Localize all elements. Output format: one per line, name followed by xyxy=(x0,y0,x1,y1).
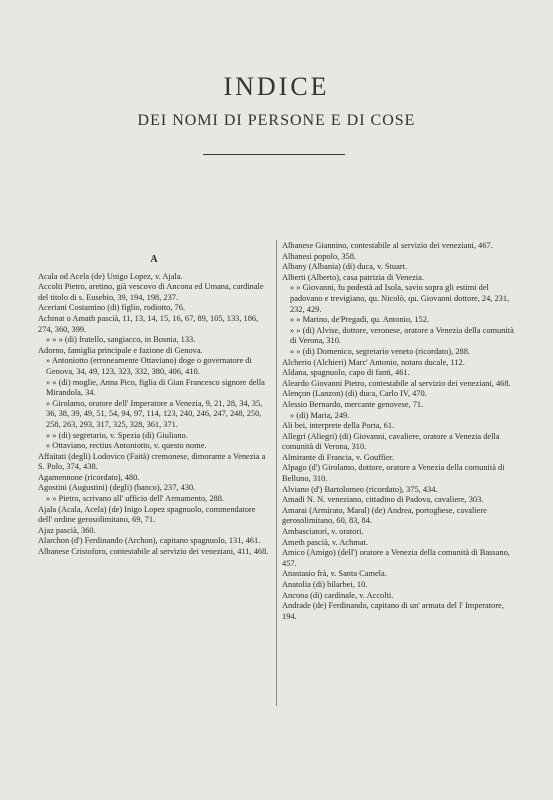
index-entry: Agamennone (ricordato), 480. xyxy=(38,472,140,482)
index-entry: Albany (Albania) (di) duca, v. Stuart. xyxy=(282,262,408,272)
index-entry: Ameth pascià, v. Achmat. xyxy=(282,537,368,547)
left-column xyxy=(38,241,271,558)
index-entry: Almirante di Francia, v. Gouffier. xyxy=(282,452,395,462)
index-entry: Anastasio frà, v. Santa Camela. xyxy=(282,569,387,579)
index-entry: Aceriani Costantino (di) figlio, rodiotto, 76. xyxy=(38,303,186,313)
index-entry: Andrade (de) Ferdinando, capitano di un' armata del l' Imperatore, 194. xyxy=(282,601,504,621)
index-entry: Albanese Giannino, contestabile al servizio dei veneziani, 467. xyxy=(282,241,493,250)
right-column xyxy=(282,241,515,622)
index-title: INDICE xyxy=(223,72,330,101)
index-entry: Alberti (Alberto), casa patrizia di Venezia. xyxy=(282,272,424,282)
index-entry: Adorno, famiglia principale e fazione di Genova. xyxy=(38,345,203,355)
index-entry: Alençon (Lanzon) (di) duca, Carlo IV, 470. xyxy=(282,389,427,399)
index-entry: Agostini (Augustini) (degli) (banco), 237, 430. xyxy=(38,483,196,493)
title-rule xyxy=(203,154,345,155)
index-entry: » » (di) Alvise, dottore, veronese, oratore a Venezia della comunità di Verona, 310. xyxy=(290,325,514,346)
index-entry: Ancona (di) cardinale, v. Accolti. xyxy=(282,590,394,600)
index-entry: » Girolamo, oratore dell' Imperatore a Venezia, 9, 21, 28, 34, 35, 36, 38, 39, 49, 51, 54, 94, 97, 114, 123, 240, 246, 247, 248, 250, 258, 263, 293, 317, 325, 328, 361, 371. xyxy=(46,398,263,429)
index-entry: Alarchon (d') Ferdinando (Archon), capitano spagnuolo, 131, 461. xyxy=(38,536,261,546)
index-entry: Allegri (Aliegri) (di) Giovanni, cavaliere, oratore a Venezia della comunità di Verona, 310. xyxy=(282,431,500,452)
index-entry: Amadi N. N. veneziano, cittadino di Padova, cavaliere, 303. xyxy=(282,495,484,505)
index-entry: Affaitati (degli) Lodovico (Faità) cremonese, dimorante a Venezia a S. Polo, 374, 438. xyxy=(38,451,266,472)
index-entry: Accolti Pietro, aretino, già vescovo di Ancona ed Umana, cardinale del titolo di s. Eusebio, 39, 194, 198, 237. xyxy=(38,282,264,302)
index-entry: Albanesi popolo, 358. xyxy=(282,251,356,261)
index-entry: Alessio Bernardo, mercante genovese, 71. xyxy=(282,399,424,409)
index-entry: » » Pietro, scrivano all' ufficio dell' Armamento, 288. xyxy=(46,494,225,504)
index-entry: » Antoniotto (erroneamente Ottaviano) doge o governatore di Genova, 34, 49, 123, 323, 332, 380, 406, 410. xyxy=(46,356,252,376)
index-subtitle: DEI NOMI DI PERSONE E DI COSE xyxy=(137,112,416,129)
index-entry: » » Giovanni, fu podestà ad Isola, savio sopra gli estimi del padovano e trevigiano, qu. Nicolò, qu. Giovanni dottore, 24, 231, 232, 429. xyxy=(290,283,510,314)
index-entry: Alpago (d') Girolamo, dottore, oratore a Venezia della comunità di Belluno, 310. xyxy=(282,463,505,484)
index-entry: Albanese Cristoforo, contestabile al servizio dei veneziani, 411, 468. xyxy=(38,547,269,557)
right-entry-list xyxy=(282,241,515,622)
index-entry: Ali bei, interprete della Porta, 61. xyxy=(282,421,395,431)
index-entry: Alviano (d') Bartolomeo (ricordato), 375, 434. xyxy=(282,484,438,494)
index-entry: » » (di) moglie, Anna Pico, figlia di Gian Francesco signore della Mirandola, 34. xyxy=(46,377,265,398)
left-entry-list xyxy=(38,272,271,558)
index-entry: » » Marino, de'Pregadi, qu. Antonio, 152. xyxy=(290,315,429,325)
index-entry: Aldana, spagnuolo, capo di fanti, 461. xyxy=(282,368,410,378)
index-entry: » » (di) segretario, v. Spezia (di) Giuliano. xyxy=(46,430,188,440)
index-entry: Aleardo Giovanni Pietro, contestabile al servizio dei veneziani, 468. xyxy=(282,378,511,388)
index-entry: Amico (Amigo) (dell') oratore a Venezia della comunità di Bassano, 457. xyxy=(282,548,510,568)
index-entry: Ambasciatori, v. oratori. xyxy=(282,527,364,537)
section-letter: A xyxy=(150,254,159,265)
index-entry: Acala od Acela (de) Unigo Lopez, v. Ajala. xyxy=(38,271,183,281)
index-entry: Amarai (Armirato, Maral) (de) Andrea, portoghese, cavaliere gerosolimitano, 60, 83, 84. xyxy=(282,505,487,526)
index-entry: Achmat o Amath pascià, 11, 13, 14, 15, 16, 67, 89, 105, 133, 186, 274, 360, 399. xyxy=(38,313,259,334)
index-entry: » » » (di) fratello, sangiacco, in Bosnia, 133. xyxy=(46,335,196,345)
index-entry: Alcherio (Alchieri) Marc' Antonio, notaro ducale, 112. xyxy=(282,357,465,367)
index-entry: Anatolia (di) bilarbei, 10. xyxy=(282,580,368,589)
index-entry: » (di) Maria, 249. xyxy=(290,410,350,420)
column-divider xyxy=(276,240,277,706)
index-entry: Ajala (Acala, Acela) (de) Inigo Lopez spagnuolo, commendatore dell' ordine gerosolimitano, 69, 71. xyxy=(38,504,256,525)
index-entry: » Ottaviano, rectius Antoniotto, v. questo nome. xyxy=(46,441,207,451)
index-entry: » » (di) Domenico, segretario veneto (ricordato), 288. xyxy=(290,346,471,356)
index-entry: Ajaz pascià, 360. xyxy=(38,525,96,535)
